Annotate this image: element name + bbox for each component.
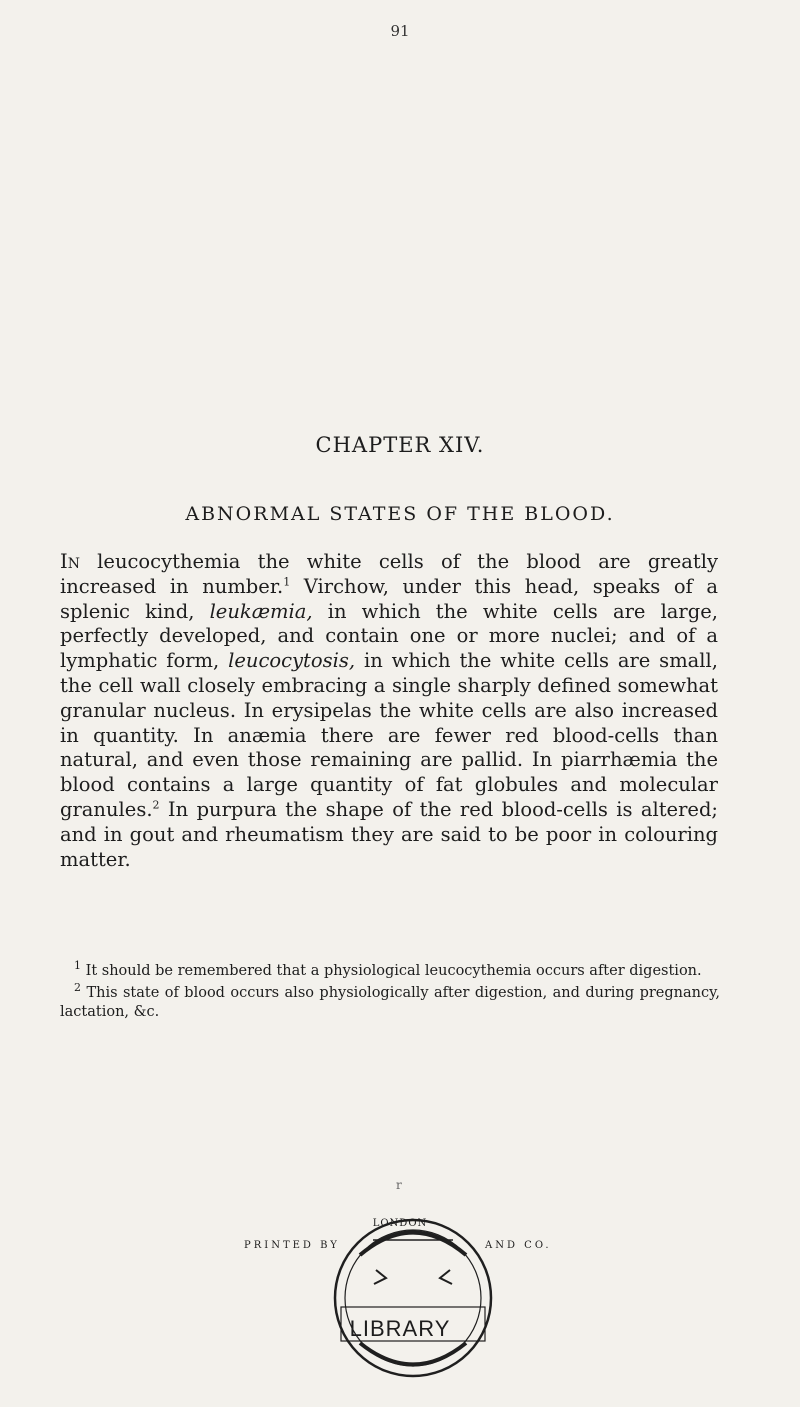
section-title: ABNORMAL STATES OF THE BLOOD. bbox=[185, 503, 615, 525]
footnote-reference: 2 bbox=[152, 798, 160, 812]
body-text-segment: In purpura the shape of the red blood-cells is altered; and in gout and rheumatism they are said to be poor in colouring matter. bbox=[60, 797, 718, 871]
body-text-segment: Virchow, under this head, speaks of a splenic kind, bbox=[60, 574, 718, 623]
footnote-text: This state of blood occurs also physiologically after digestion, and during pregnancy, lactation, &c. bbox=[60, 985, 720, 1020]
italic-term: leukæmia, bbox=[209, 599, 313, 623]
footnote-text: It should be remembered that a physiological leucocythemia occurs after digestion. bbox=[85, 963, 702, 979]
footnote bbox=[60, 959, 720, 981]
footnote-reference: 1 bbox=[283, 575, 291, 589]
footnote bbox=[60, 981, 720, 1022]
stamp-printed-by: PRINTED BY bbox=[244, 1240, 340, 1251]
body-paragraph bbox=[60, 550, 718, 872]
library-stamp-icon bbox=[228, 1200, 598, 1400]
body-text-segment: in which the white cells are large, perfectly developed, and contain one or more nuclei; and of a lymphatic form, bbox=[60, 599, 718, 673]
stamp-city: LONDON bbox=[372, 1218, 428, 1229]
stamp-library-text: LIBRARY bbox=[349, 1316, 451, 1341]
stray-mark: r bbox=[396, 1178, 402, 1192]
stamp-and-co: AND CO. bbox=[485, 1240, 552, 1251]
footnotes bbox=[60, 959, 720, 1025]
body-text-segment: leucocythemia the white cells of the blood are greatly increased in number. bbox=[60, 550, 718, 598]
footnote-mark: 2 bbox=[74, 981, 81, 995]
chapter-title: CHAPTER XIV. bbox=[315, 433, 485, 457]
body-text-segment: in which the white cells are small, the cell wall closely embracing a single sharply defined somewhat granular nucleus. In erysipelas the white cells are also increased in quantity. In anæmia there are fewer red blood-cells than natural, and even those remaining are pallid. In piarrhæmia the blood contains a large quantity of fat globules and molecular granules. bbox=[60, 649, 718, 821]
footnote-mark: 1 bbox=[74, 959, 81, 973]
italic-term: leucocytosis, bbox=[228, 649, 356, 673]
lead-word: In bbox=[60, 550, 80, 573]
page-number: 91 bbox=[390, 22, 410, 40]
